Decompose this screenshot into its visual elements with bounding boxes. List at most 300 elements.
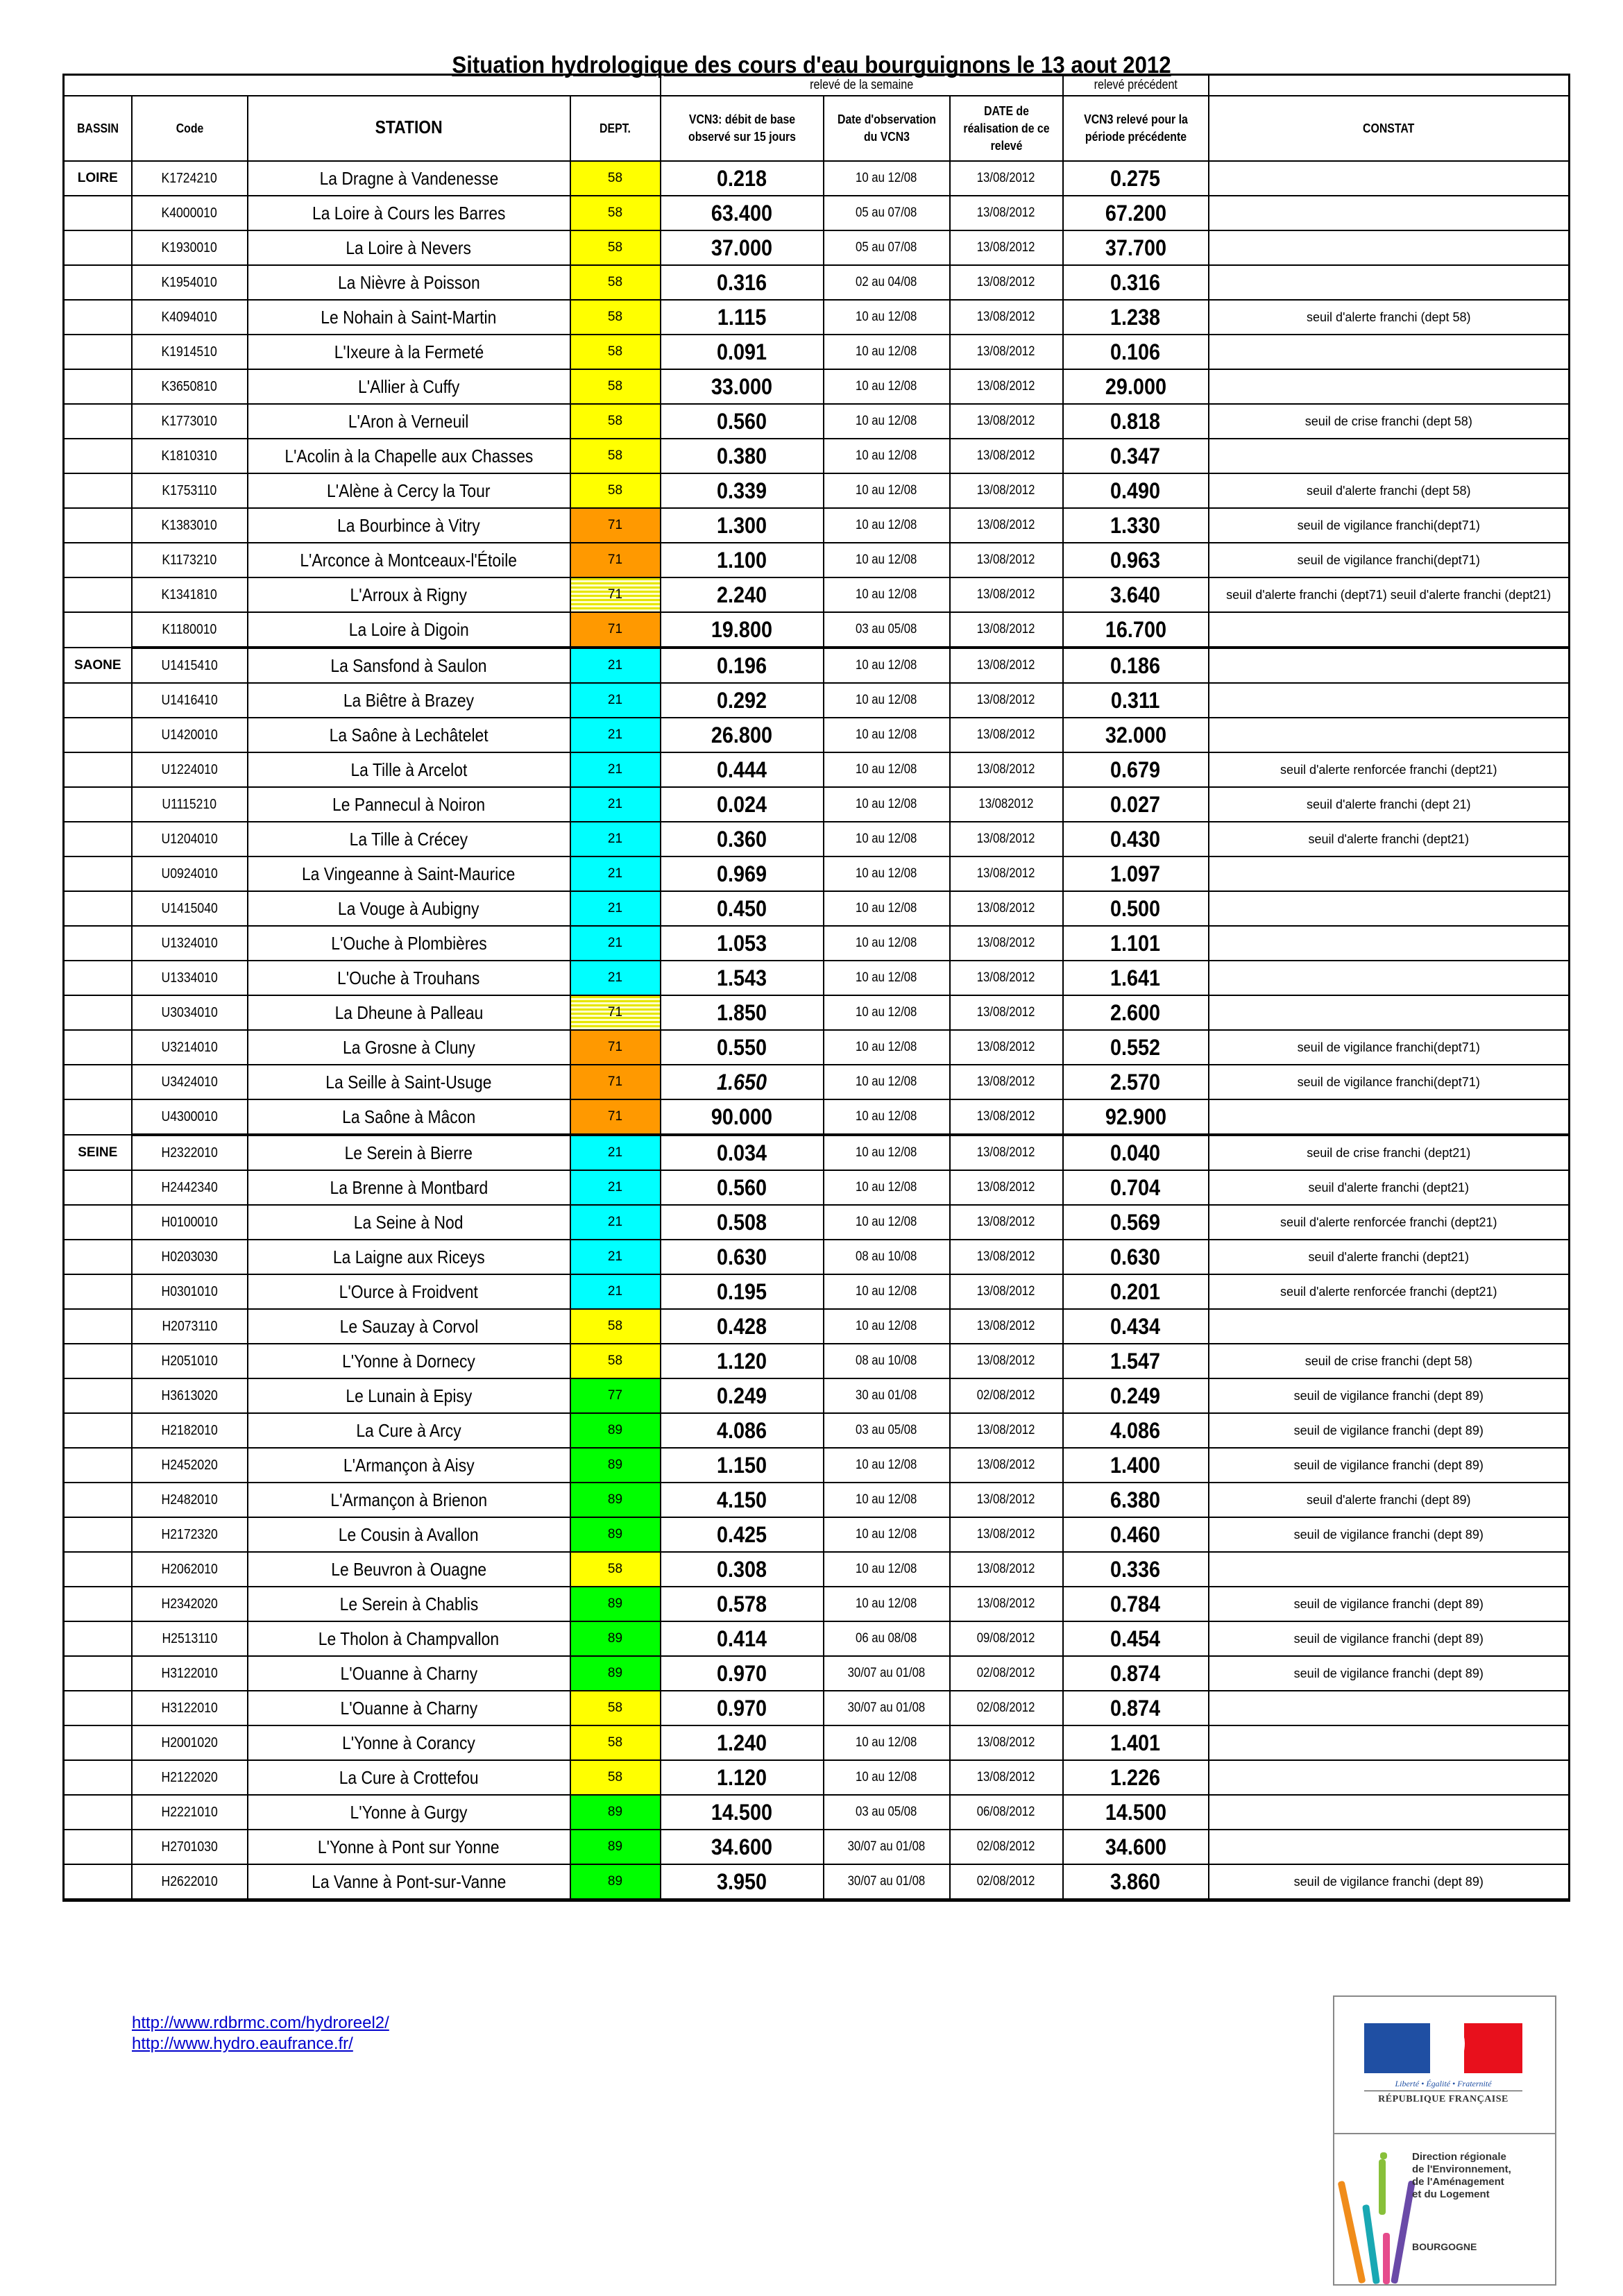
code-text: H2051010	[161, 1353, 218, 1369]
dept-text: 58	[607, 1770, 623, 1784]
bassin-cell	[64, 300, 132, 335]
station-text: Le Serein à Bierre	[344, 1142, 473, 1163]
station-cell	[248, 891, 570, 926]
dept-cell	[570, 196, 661, 230]
station-cell	[248, 926, 570, 961]
date-obs-text: 30/07 au 01/08	[847, 1700, 926, 1715]
vcn3-prev-text: 0.874	[1110, 1660, 1161, 1686]
date-real-cell	[950, 508, 1063, 543]
constat-cell	[1209, 1656, 1570, 1691]
vcn3-text: 1.150	[716, 1452, 767, 1478]
vcn3-prev-cell	[1063, 1413, 1209, 1448]
dept-text: 21	[607, 936, 623, 950]
constat-cell	[1209, 752, 1570, 787]
vcn3-prev-cell	[1063, 196, 1209, 230]
vcn3-cell	[661, 1274, 824, 1309]
date-obs-cell	[824, 335, 950, 369]
vcn3-prev-cell	[1063, 1274, 1209, 1309]
station-cell	[248, 1483, 570, 1517]
code-text: U3424010	[161, 1074, 218, 1090]
station-text: L'Ource à Froidvent	[339, 1281, 479, 1302]
date-real-cell	[950, 1760, 1063, 1795]
date-real-cell	[950, 1552, 1063, 1587]
vcn3-text: 0.360	[716, 826, 767, 852]
dept-text: 89	[607, 1631, 623, 1646]
group-header-row	[64, 75, 1570, 96]
code-text: H2001020	[161, 1734, 218, 1750]
constat-text: seuil de crise franchi (dept21)	[1307, 1145, 1471, 1160]
constat-text: seuil de vigilance franchi(dept71)	[1297, 552, 1480, 567]
code-cell	[132, 718, 248, 752]
vcn3-prev-text: 0.569	[1110, 1209, 1161, 1235]
code-cell	[132, 439, 248, 473]
vcn3-prev-cell	[1063, 230, 1209, 265]
code-text: K1954010	[161, 274, 218, 290]
vcn3-cell	[661, 196, 824, 230]
station-text: La Bourbince à Vitry	[337, 514, 480, 536]
code-cell	[132, 683, 248, 718]
date-real-cell	[950, 1413, 1063, 1448]
station-text: La Laigne aux Riceys	[332, 1246, 485, 1267]
link-rdbrmc[interactable]: http://www.rdbrmc.com/hydroreel2/	[132, 2014, 389, 2032]
date-real-text: 13/08/2012	[977, 483, 1035, 498]
link-hydro-eaufrance[interactable]: http://www.hydro.eaufrance.fr/	[132, 2034, 353, 2053]
constat-cell	[1209, 1309, 1570, 1344]
date-obs-text: 10 au 12/08	[856, 1562, 917, 1576]
date-obs-text: 30/07 au 01/08	[847, 1666, 926, 1680]
station-cell	[248, 1378, 570, 1413]
date-obs-cell	[824, 1552, 950, 1587]
vcn3-text: 1.650	[716, 1069, 767, 1095]
vcn3-prev-cell	[1063, 265, 1209, 300]
dept-cell	[570, 1065, 661, 1099]
bassin-cell	[64, 752, 132, 787]
code-text: H2172320	[161, 1526, 218, 1542]
station-cell	[248, 1725, 570, 1760]
date-real-text: 13/08/2012	[977, 344, 1035, 359]
constat-text: seuil d'alerte franchi (dept 58)	[1306, 483, 1471, 498]
code-text: K3650810	[161, 378, 218, 394]
station-text: Le Sauzay à Corvol	[339, 1315, 478, 1337]
code-text: H2482010	[161, 1492, 218, 1508]
dept-cell	[570, 1170, 661, 1205]
table-row	[64, 856, 1570, 891]
date-real-text: 13/08/2012	[977, 1074, 1035, 1089]
dept-text: 21	[607, 832, 623, 846]
vcn3-text: 0.578	[716, 1591, 767, 1617]
date-obs-text: 10 au 12/08	[856, 1180, 917, 1195]
station-text: Le Cousin à Avallon	[339, 1523, 479, 1545]
date-obs-text: 10 au 12/08	[856, 1284, 917, 1299]
date-real-text: 13/08/2012	[977, 1284, 1035, 1299]
dept-cell	[570, 1448, 661, 1483]
dept-text: 21	[607, 762, 623, 777]
code-text: U1334010	[161, 970, 218, 986]
bassin-cell	[64, 1830, 132, 1864]
dept-cell	[570, 1135, 661, 1170]
date-obs-cell	[824, 1517, 950, 1552]
code-cell	[132, 1621, 248, 1656]
vcn3-text: 4.086	[716, 1417, 767, 1443]
vcn3-prev-cell	[1063, 577, 1209, 612]
constat-text: seuil de vigilance franchi (dept 89)	[1293, 1596, 1484, 1611]
dept-cell	[570, 1725, 661, 1760]
date-obs-cell	[824, 300, 950, 335]
vcn3-cell	[661, 787, 824, 822]
logo-direction: Direction régionale de l'Environnement, de l'Aménagement et du Logement	[1412, 2151, 1511, 2200]
table-row	[64, 822, 1570, 856]
dept-cell	[570, 1344, 661, 1378]
date-real-text: 13/08/2012	[977, 1215, 1035, 1229]
date-obs-cell	[824, 752, 950, 787]
date-obs-text: 10 au 12/08	[856, 587, 917, 602]
dept-text: 58	[607, 1700, 623, 1715]
station-text: L'Ixeure à la Fermeté	[334, 341, 484, 362]
bassin-cell	[64, 1691, 132, 1725]
constat-cell	[1209, 196, 1570, 230]
station-text: L'Armançon à Brienon	[330, 1489, 487, 1510]
constat-text: seuil de crise franchi (dept 58)	[1305, 1353, 1472, 1368]
dept-cell	[570, 1830, 661, 1864]
station-text: La Nièvre à Poisson	[337, 271, 480, 293]
bassin-cell	[64, 961, 132, 995]
date-real-cell	[950, 1448, 1063, 1483]
date-obs-cell	[824, 1413, 950, 1448]
constat-cell	[1209, 787, 1570, 822]
dept-text: 71	[607, 1109, 623, 1124]
date-obs-cell	[824, 1099, 950, 1135]
col-header-date-obs: Date d'observation du VCN3	[824, 96, 950, 161]
vcn3-text: 1.850	[716, 999, 767, 1025]
date-obs-text: 10 au 12/08	[856, 901, 917, 915]
date-obs-cell	[824, 648, 950, 683]
station-text: La Grosne à Cluny	[342, 1036, 475, 1058]
constat-text: seuil d'alerte franchi (dept21)	[1308, 1249, 1470, 1264]
station-text: La Tille à Crécey	[349, 828, 468, 850]
station-cell	[248, 1099, 570, 1135]
station-cell	[248, 787, 570, 822]
vcn3-prev-text: 0.490	[1110, 478, 1161, 503]
station-text: La Loire à Nevers	[346, 237, 472, 258]
dept-text: 58	[607, 1319, 623, 1333]
vcn3-prev-text: 0.704	[1110, 1174, 1161, 1200]
vcn3-cell	[661, 300, 824, 335]
table-row	[64, 1170, 1570, 1205]
date-real-text: 13/08/2012	[977, 901, 1035, 915]
bassin-text: LOIRE	[77, 171, 118, 185]
code-cell	[132, 265, 248, 300]
date-obs-cell	[824, 577, 950, 612]
code-text: H3122010	[161, 1665, 218, 1681]
vcn3-prev-text: 1.226	[1110, 1764, 1161, 1790]
code-text: H2442340	[161, 1179, 218, 1195]
vcn3-text: 0.339	[716, 478, 767, 503]
bassin-cell	[64, 1760, 132, 1795]
date-real-cell	[950, 1170, 1063, 1205]
vcn3-prev-text: 0.275	[1110, 165, 1161, 191]
date-obs-cell	[824, 1344, 950, 1378]
station-text: La Vouge à Aubigny	[338, 897, 479, 919]
dept-text: 71	[607, 552, 623, 567]
table-row	[64, 1099, 1570, 1135]
vcn3-cell	[661, 543, 824, 577]
date-real-text: 13/08/2012	[977, 936, 1035, 950]
date-obs-cell	[824, 683, 950, 718]
date-obs-text: 06 au 08/08	[856, 1631, 917, 1646]
constat-text: seuil de vigilance franchi(dept71)	[1297, 1074, 1480, 1089]
bassin-cell	[64, 1483, 132, 1517]
table-row	[64, 1065, 1570, 1099]
vcn3-text: 0.196	[716, 652, 767, 678]
code-text: U1415040	[161, 900, 218, 916]
date-obs-cell	[824, 1621, 950, 1656]
vcn3-prev-cell	[1063, 1099, 1209, 1135]
station-text: Le Serein à Chablis	[339, 1593, 478, 1614]
station-cell	[248, 1274, 570, 1309]
date-real-cell	[950, 369, 1063, 404]
vcn3-prev-text: 1.330	[1110, 512, 1161, 538]
date-real-text: 13/08/2012	[977, 762, 1035, 777]
date-real-text: 13/08/2012	[977, 275, 1035, 289]
code-cell	[132, 1135, 248, 1170]
date-obs-text: 10 au 12/08	[856, 1040, 917, 1054]
vcn3-prev-cell	[1063, 1240, 1209, 1274]
table-row	[64, 1240, 1570, 1274]
table-row	[64, 1552, 1570, 1587]
constat-cell	[1209, 1413, 1570, 1448]
code-text: H0301010	[161, 1283, 218, 1299]
vcn3-prev-cell	[1063, 1378, 1209, 1413]
bassin-cell	[64, 1795, 132, 1830]
date-real-text: 02/08/2012	[977, 1666, 1035, 1680]
station-cell	[248, 822, 570, 856]
vcn3-prev-cell	[1063, 1552, 1209, 1587]
vcn3-cell	[661, 1170, 824, 1205]
vcn3-cell	[661, 1795, 824, 1830]
bassin-cell	[64, 1413, 132, 1448]
code-text: K4000010	[161, 205, 218, 221]
date-obs-text: 10 au 12/08	[856, 970, 917, 985]
bassin-text: SEINE	[78, 1145, 118, 1160]
vcn3-prev-cell	[1063, 439, 1209, 473]
date-real-text: 13/08/2012	[977, 1423, 1035, 1437]
code-cell	[132, 1760, 248, 1795]
date-real-text: 13/082012	[978, 797, 1034, 811]
vcn3-prev-cell	[1063, 1170, 1209, 1205]
vcn3-cell	[661, 1691, 824, 1725]
constat-text: seuil de vigilance franchi(dept71)	[1297, 1040, 1480, 1054]
dept-text: 71	[607, 518, 623, 532]
station-text: L'Ouche à Plombières	[330, 932, 487, 954]
dept-cell	[570, 1274, 661, 1309]
vcn3-text: 0.249	[716, 1383, 767, 1408]
dept-cell	[570, 1795, 661, 1830]
date-real-cell	[950, 1135, 1063, 1170]
bassin-cell	[64, 1344, 132, 1378]
code-cell	[132, 1656, 248, 1691]
constat-text: seuil de vigilance franchi (dept 89)	[1293, 1666, 1484, 1680]
constat-cell	[1209, 230, 1570, 265]
code-cell	[132, 1413, 248, 1448]
vcn3-text: 0.414	[716, 1626, 767, 1651]
vcn3-cell	[661, 995, 824, 1030]
station-text: L'Arconce à Montceaux-l'Étoile	[300, 549, 518, 571]
dept-text: 58	[607, 240, 623, 255]
dept-cell	[570, 1864, 661, 1900]
dept-text: 89	[607, 1423, 623, 1437]
vcn3-cell	[661, 1552, 824, 1587]
vcn3-text: 1.300	[716, 512, 767, 538]
vcn3-prev-text: 0.630	[1110, 1244, 1161, 1269]
station-cell	[248, 1587, 570, 1621]
date-obs-cell	[824, 1795, 950, 1830]
vcn3-prev-cell	[1063, 1030, 1209, 1065]
bassin-cell	[64, 856, 132, 891]
dept-cell	[570, 473, 661, 508]
dept-text: 21	[607, 727, 623, 742]
station-text: La Loire à Cours les Barres	[312, 202, 506, 223]
dept-cell	[570, 1552, 661, 1587]
bassin-cell	[64, 1240, 132, 1274]
code-cell	[132, 1795, 248, 1830]
date-obs-cell	[824, 265, 950, 300]
code-cell	[132, 926, 248, 961]
vcn3-text: 0.508	[716, 1209, 767, 1235]
vcn3-prev-cell	[1063, 335, 1209, 369]
dept-text: 58	[607, 448, 623, 463]
code-text: U1420010	[161, 727, 218, 743]
station-text: La Cure à Arcy	[356, 1419, 461, 1441]
code-cell	[132, 961, 248, 995]
col-header-dept: DEPT.	[570, 96, 661, 161]
code-cell	[132, 1099, 248, 1135]
dept-cell	[570, 718, 661, 752]
vcn3-cell	[661, 961, 824, 995]
station-cell	[248, 161, 570, 196]
date-real-cell	[950, 1344, 1063, 1378]
code-cell	[132, 1448, 248, 1483]
date-real-cell	[950, 822, 1063, 856]
date-obs-text: 10 au 12/08	[856, 1109, 917, 1124]
table-row	[64, 473, 1570, 508]
bassin-cell	[64, 1309, 132, 1344]
table-row	[64, 1725, 1570, 1760]
vcn3-text: 63.400	[711, 200, 773, 226]
constat-cell	[1209, 1135, 1570, 1170]
date-obs-cell	[824, 787, 950, 822]
vcn3-prev-text: 6.380	[1110, 1487, 1161, 1512]
code-text: U1416410	[161, 692, 218, 708]
code-cell	[132, 856, 248, 891]
dept-text: 21	[607, 901, 623, 915]
code-text: H2073110	[162, 1318, 217, 1334]
date-real-cell	[950, 1725, 1063, 1760]
date-real-text: 13/08/2012	[977, 970, 1035, 985]
table-row	[64, 230, 1570, 265]
table-row	[64, 787, 1570, 822]
vcn3-text: 4.150	[716, 1487, 767, 1512]
constat-text: seuil d'alerte renforcée franchi (dept21)	[1280, 1284, 1497, 1299]
table-row	[64, 543, 1570, 577]
vcn3-prev-text: 0.316	[1110, 269, 1161, 295]
dept-cell	[570, 335, 661, 369]
code-cell	[132, 335, 248, 369]
date-obs-text: 05 au 07/08	[856, 240, 917, 255]
dept-cell	[570, 1587, 661, 1621]
date-real-cell	[950, 1240, 1063, 1274]
vcn3-prev-text: 0.347	[1110, 443, 1161, 469]
bassin-cell	[64, 369, 132, 404]
vcn3-cell	[661, 1378, 824, 1413]
vcn3-text: 0.308	[716, 1556, 767, 1582]
date-real-text: 13/08/2012	[977, 1735, 1035, 1750]
dept-text: 21	[607, 1180, 623, 1195]
station-cell	[248, 1830, 570, 1864]
date-real-cell	[950, 404, 1063, 439]
constat-cell	[1209, 300, 1570, 335]
dept-text: 21	[607, 693, 623, 707]
date-real-cell	[950, 1517, 1063, 1552]
vcn3-text: 90.000	[711, 1104, 773, 1129]
date-real-text: 13/08/2012	[977, 1458, 1035, 1472]
code-text: K1173210	[162, 552, 217, 568]
date-obs-text: 05 au 07/08	[856, 205, 917, 220]
date-obs-text: 10 au 12/08	[856, 310, 917, 324]
code-text: H2513110	[162, 1630, 217, 1646]
date-real-text: 13/08/2012	[977, 1180, 1035, 1195]
col-header-vcn3: VCN3: débit de base observé sur 15 jours	[661, 96, 824, 161]
dept-cell	[570, 961, 661, 995]
bassin-cell	[64, 196, 132, 230]
vcn3-prev-cell	[1063, 822, 1209, 856]
date-obs-text: 10 au 12/08	[856, 552, 917, 567]
station-text: La Dheune à Palleau	[334, 1002, 483, 1023]
code-text: K1914510	[161, 344, 218, 360]
station-text: L'Aron à Verneuil	[348, 410, 469, 432]
station-cell	[248, 369, 570, 404]
code-text: U1204010	[161, 831, 218, 847]
date-obs-cell	[824, 508, 950, 543]
vcn3-text: 0.218	[716, 165, 767, 191]
date-real-cell	[950, 612, 1063, 648]
date-obs-text: 10 au 12/08	[856, 414, 917, 428]
vcn3-cell	[661, 404, 824, 439]
date-real-cell	[950, 1656, 1063, 1691]
table-row	[64, 1517, 1570, 1552]
vcn3-cell	[661, 1656, 824, 1691]
code-cell	[132, 1552, 248, 1587]
dept-text: 89	[607, 1527, 623, 1542]
constat-cell	[1209, 473, 1570, 508]
vcn3-prev-text: 0.201	[1110, 1278, 1161, 1304]
date-obs-text: 30 au 01/08	[856, 1388, 917, 1403]
vcn3-cell	[661, 648, 824, 683]
date-obs-cell	[824, 230, 950, 265]
constat-cell	[1209, 161, 1570, 196]
vcn3-text: 33.000	[711, 373, 773, 399]
station-cell	[248, 1413, 570, 1448]
station-cell	[248, 1448, 570, 1483]
station-text: La Vingeanne à Saint-Maurice	[302, 863, 516, 884]
column-header-row	[64, 96, 1570, 161]
vcn3-prev-text: 14.500	[1105, 1799, 1166, 1825]
vcn3-prev-text: 0.874	[1110, 1695, 1161, 1721]
vcn3-text: 0.034	[716, 1140, 767, 1165]
station-cell	[248, 300, 570, 335]
constat-text: seuil de vigilance franchi (dept 89)	[1293, 1631, 1484, 1646]
table-row	[64, 683, 1570, 718]
vcn3-cell	[661, 1483, 824, 1517]
